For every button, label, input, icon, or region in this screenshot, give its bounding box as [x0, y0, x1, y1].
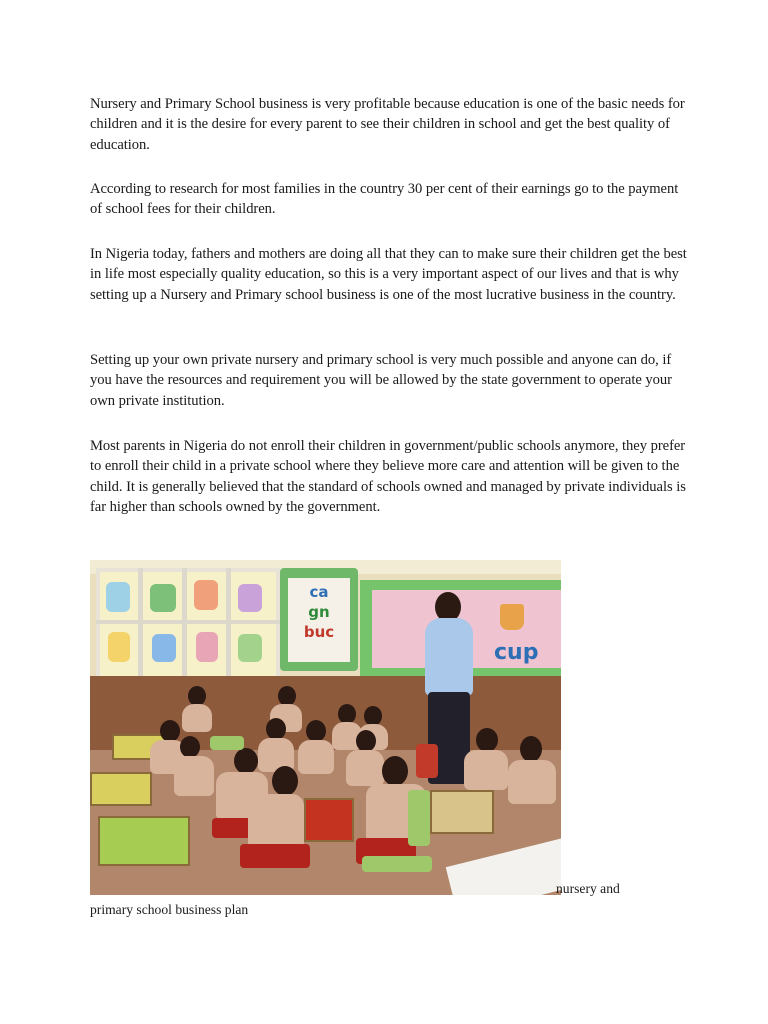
teacher-shirt	[425, 618, 473, 696]
child-head	[364, 706, 382, 726]
window-artwork	[238, 584, 262, 612]
paragraph-private-schools: Most parents in Nigeria do not enroll their children in government/public schools anymore, they prefer to enroll their child in a private school where they believe more care and attention will be given to the child. It is generally believed that the standard of schools owned and managed by private individuals is far higher than schools owned by the government.	[90, 438, 686, 515]
caption-part-2: primary school business plan	[90, 902, 249, 917]
child-head	[272, 766, 298, 796]
cup-icon	[500, 604, 524, 630]
child-head	[160, 720, 180, 742]
window-artwork	[150, 584, 176, 612]
child-head	[338, 704, 356, 724]
child-shirt	[182, 704, 212, 732]
paragraph-profitability: Nursery and Primary School business is very profitable because education is one of the basic needs for children and it is the desire for every parent to see their children in school and get the best quality of education.	[90, 96, 685, 153]
child-shirt	[508, 760, 556, 804]
child-shirt	[174, 756, 214, 796]
window-bar	[138, 568, 143, 684]
board-letters-row: gn	[308, 603, 330, 621]
child-head	[356, 730, 376, 752]
board-word: cup	[494, 640, 539, 665]
child-shirt	[346, 750, 384, 786]
child-head	[234, 748, 258, 774]
window-bar	[182, 568, 187, 684]
child-uniform-bottom	[240, 844, 310, 868]
window-artwork	[194, 580, 218, 610]
child-head	[278, 686, 296, 706]
child-head	[520, 736, 542, 762]
paragraph-research: According to research for most families in the country 30 per cent of their earnings go to the payment of school fees for their children.	[90, 181, 679, 218]
child-head	[188, 686, 206, 706]
window-artwork	[152, 634, 176, 662]
window-artwork	[238, 634, 262, 662]
classroom-desk	[98, 816, 190, 866]
child-head	[266, 718, 286, 740]
child-head	[180, 736, 200, 758]
board-letters-row: buc	[303, 623, 335, 641]
classroom-desk	[430, 790, 494, 834]
window-artwork	[108, 632, 130, 662]
child-shirt	[248, 794, 304, 848]
paragraph-setting-up: Setting up your own private nursery and primary school is very much possible and anyone can do, if you have the resources and requirement you will be allowed by the state government to operate your own private institution.	[90, 352, 672, 409]
window-artwork	[106, 582, 130, 612]
classroom-chair	[416, 744, 438, 778]
window-artwork	[196, 632, 218, 662]
paragraph-nigeria-parents: In Nigeria today, fathers and mothers are doing all that they can to make sure their children get the best in life most especially quality education, so this is a very important aspect of our lives and that is why setting up a Nursery and Primary school business is one of the most lucrative business in the country.	[90, 246, 687, 303]
window-bar	[226, 568, 231, 684]
window-bar	[96, 620, 280, 624]
classroom-chair	[408, 790, 430, 846]
board-letters-row: ca	[309, 583, 329, 601]
classroom-chair	[362, 856, 432, 872]
classroom-desk	[304, 798, 354, 842]
child-shirt	[464, 750, 508, 790]
child-head	[382, 756, 408, 786]
classroom-photo	[90, 560, 561, 895]
classroom-chair	[210, 736, 244, 750]
caption-part-1: nursery and	[556, 881, 620, 896]
child-shirt	[298, 740, 334, 774]
child-head	[476, 728, 498, 752]
child-head	[306, 720, 326, 742]
classroom-desk	[90, 772, 152, 806]
